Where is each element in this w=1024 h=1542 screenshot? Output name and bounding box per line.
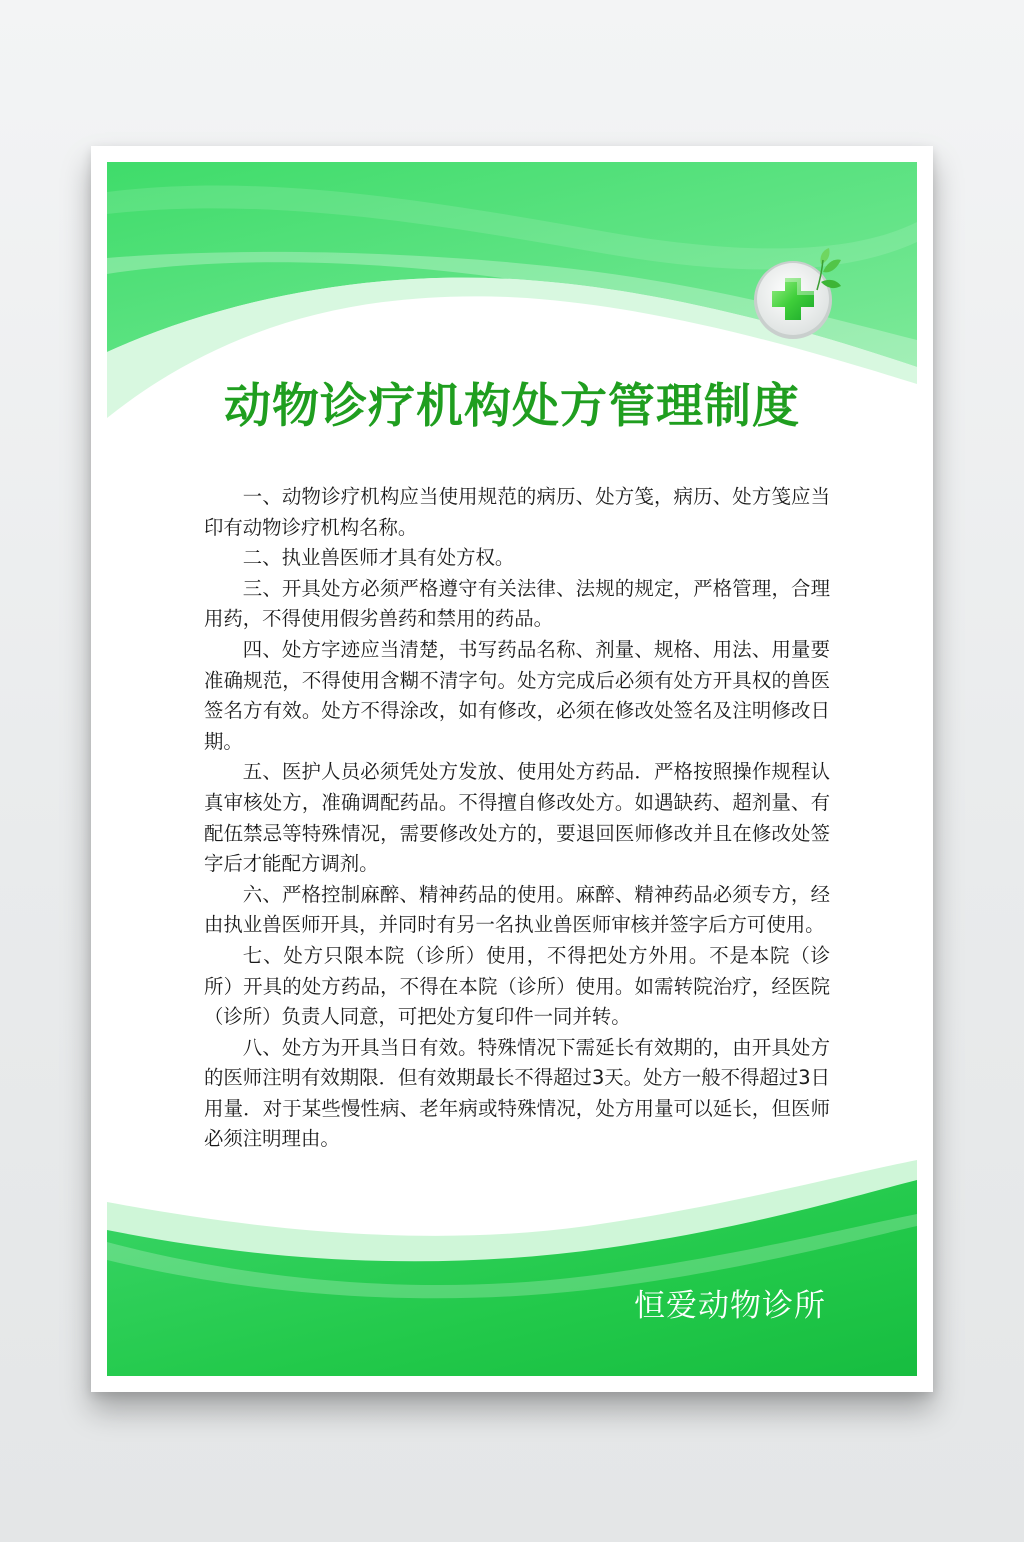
document-title: 动物诊疗机构处方管理制度 <box>224 379 800 434</box>
regulation-paragraph-4: 四、处方字迹应当清楚，书写药品名称、剂量、规格、用法、用量要准确规范，不得使用含糊不清字句。处方完成后必须有处方开具权的兽医签名方有效。处方不得涂改，如有修改，必须在修改处签名及注明修改日期。 <box>204 637 830 753</box>
regulation-paragraph-1: 一、动物诊疗机构应当使用规范的病历、处方笺，病历、处方笺应当印有动物诊疗机构名称。 <box>204 485 830 539</box>
regulation-paragraph-8: 八、处方为开具当日有效。特殊情况下需延长有效期的，由开具处方的医师注明有效期限．但有效期最长不得超过3天。处方一般不得超过3日用量．对于某些慢性病、老年病或特殊情况，处方用量可以延长，但医师必须注明理由。 <box>204 1035 830 1151</box>
regulation-paragraph-6: 六、严格控制麻醉、精神药品的使用。麻醉、精神药品必须专方，经由执业兽医师开具，并同时有另一名执业兽医师审核并签字后方可使用。 <box>204 882 830 937</box>
regulation-text <box>204 482 830 1155</box>
regulation-paragraph-5: 五、医护人员必须凭处方发放、使用处方药品．严格按照操作规程认真审核处方，准确调配药品。不得擅自修改处方。如遇缺药、超剂量、有配伍禁忌等特殊情况，需要修改处方的，要退回医师修改并且在修改处签字后才能配方调剂。 <box>204 760 830 876</box>
poster <box>107 162 917 1376</box>
regulation-paragraph-3: 三、开具处方必须严格遵守有关法律、法规的规定，严格管理，合理用药，不得使用假劣兽药和禁用的药品。 <box>204 576 830 631</box>
medical-cross-icon <box>751 248 843 340</box>
clinic-name: 恒爱动物诊所 <box>634 1288 826 1324</box>
regulation-paragraph-7: 七、处方只限本院（诊所）使用，不得把处方外用。不是本院（诊所）开具的处方药品，不得在本院（诊所）使用。如需转院治疗，经医院（诊所）负责人同意，可把处方复印件一同并转。 <box>204 943 830 1029</box>
regulation-paragraph-2: 二、执业兽医师才具有处方权。 <box>242 546 515 570</box>
poster-frame <box>91 146 933 1392</box>
